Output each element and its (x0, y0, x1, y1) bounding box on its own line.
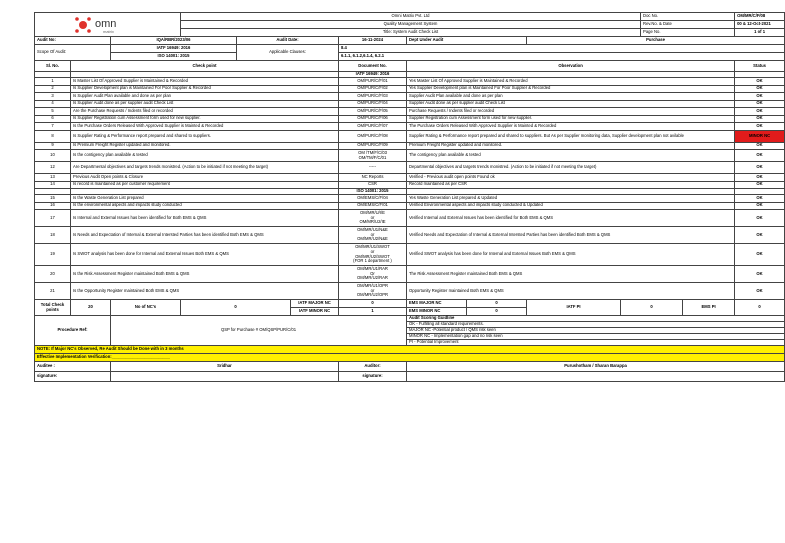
table-row (35, 195, 785, 203)
row-checkpoint: Is the Opportunity Register maintained Both EMS & QMS (71, 283, 339, 300)
row-sl: 10 (35, 150, 71, 162)
dept-label: Dept Under Audit (407, 37, 527, 45)
row-status: OK (735, 150, 785, 162)
row-sl: 1 (35, 78, 71, 86)
row-status: OK (735, 181, 785, 189)
row-sl: 8 (35, 130, 71, 142)
row-observation: Yes Waste Generation List prepared & Updated (407, 195, 735, 203)
table-row (35, 100, 785, 108)
iatf-pi-value: 0 (621, 300, 683, 316)
company-name: Omni Matrix Pvt. Ltd (181, 13, 641, 21)
table-row (35, 115, 785, 123)
row-status: OK (735, 108, 785, 116)
auditee-signature (111, 372, 339, 382)
procedure-label: Procedure Ref: (35, 316, 111, 346)
row-document: OM/MR/U1/SWOT or OM/MR/U2/SWOT (FOR 1 department ) (339, 244, 407, 266)
row-checkpoint: Is the environmental aspects and impacts study conducted (71, 202, 339, 210)
row-checkpoint: Is Premium Freight Register updated and monitored. (71, 142, 339, 150)
table-row (35, 174, 785, 182)
guideline-pi: PI - Potential Improvement (407, 340, 785, 346)
procedure-ref: QSP for Purchase # OM/QSP/PUR/C/01 (111, 316, 407, 346)
row-observation: Supplier Registration cum Assessment form used for new supplier. (407, 115, 735, 123)
system-name: Quality Management System (181, 21, 641, 29)
row-document: OM/PUR/C/F/05 (339, 108, 407, 116)
table-row (35, 85, 785, 93)
clauses-label: Applicable Clauses: (237, 45, 339, 61)
row-observation: Supplier Rating & Performance report prepared and shared to suppliers. But As per Supplier monitoring data, Supplier development plan not avilable (407, 130, 735, 142)
scope-label: Scope Of Audit: (35, 45, 111, 61)
row-status: OK (735, 266, 785, 283)
row-observation: Purchase Requests / Indents filed or recorded (407, 108, 735, 116)
row-sl: 4 (35, 100, 71, 108)
row-observation: Supplier Audit Plan available and done as per plan (407, 93, 735, 101)
row-status: OK (735, 244, 785, 266)
ems-minor-label: EMS MINOR NC (407, 308, 467, 316)
doc-no-label: Doc No. (641, 13, 735, 21)
row-sl: 3 (35, 93, 71, 101)
row-observation: Record maintained as per CSR (407, 181, 735, 189)
row-document: OM/MR/U1/N&E or OM/MR/U2/N&E (339, 227, 407, 244)
ems-pi-label: EMS PI (683, 300, 735, 316)
iatf-rows (35, 78, 785, 189)
row-sl: 9 (35, 142, 71, 150)
section-iatf: IATF 16949: 2016 (339, 72, 407, 78)
auditee-label: Auditee : (35, 362, 111, 372)
ems-major-label: EMS MAJOR NC (407, 300, 467, 308)
row-checkpoint: Is Supplier Registration cum Assessment form used for new supplier. (71, 115, 339, 123)
omni-logo-icon (73, 14, 143, 36)
row-sl: 6 (35, 115, 71, 123)
ems-minor-value: 0 (467, 308, 527, 316)
iatf-pi-label: IATF PI (527, 300, 621, 316)
auditor-name: Purushotham / Sharan Barappa (407, 362, 785, 372)
row-checkpoint: Are the Purchase Requests / Indents filed or recorded (71, 108, 339, 116)
table-row (35, 244, 785, 266)
row-sl: 18 (35, 227, 71, 244)
row-document: OM/MR/U/I/E or OM/MR/U2/IE (339, 210, 407, 227)
scope-iso: ISO 14001: 2015 (111, 53, 237, 61)
audit-date-label: Audit Date: (237, 37, 339, 45)
row-checkpoint: Is the Waste Generation List prepared (71, 195, 339, 203)
row-document: OM/PUR/C/F/01 (339, 78, 407, 86)
nc-label: No of NC's (111, 300, 181, 316)
doc-title: Title: System Audit Check List (181, 29, 641, 37)
checklist-table (34, 12, 785, 382)
row-document: OM/EMS/C/F/01 (339, 202, 407, 210)
auditor-signature-label: signature: (339, 372, 407, 382)
row-checkpoint: Is Master List Of Approved Supplier is Maintained & Recorded (71, 78, 339, 86)
logo-subtext: matrix (102, 28, 114, 34)
row-sl: 7 (35, 123, 71, 131)
row-checkpoint: Is the contigency plan available & tested (71, 150, 339, 162)
row-sl: 20 (35, 266, 71, 283)
table-row (35, 283, 785, 300)
table-row (35, 150, 785, 162)
col-header-status: Status (735, 61, 785, 72)
auditee-name: Sridhar (111, 362, 339, 372)
row-status: OK (735, 227, 785, 244)
row-sl: 17 (35, 210, 71, 227)
row-observation: Yes Supplier Development plan is Maintained For Poor Supplier & Recorded (407, 85, 735, 93)
row-document: OM/MR/U1/RAR Or OM/MR/U2/RAR (339, 266, 407, 283)
guideline-ok: OK - Fulfilling all standard requirements. (407, 322, 785, 328)
row-document: OM/PUR/C/F/02 (339, 85, 407, 93)
row-document: NC Reports (339, 174, 407, 182)
row-document: OM/PUR/C/F/07 (339, 123, 407, 131)
dept-value: Purchase (527, 37, 785, 45)
row-document: OM/EMS/C/F/04 (339, 195, 407, 203)
row-status: OK (735, 123, 785, 131)
row-sl: 2 (35, 85, 71, 93)
row-sl: 14 (35, 181, 71, 189)
total-count: 20 (71, 300, 111, 316)
iso-rows (35, 195, 785, 300)
ems-pi-value: 0 (735, 300, 785, 316)
company-logo (35, 13, 181, 37)
row-checkpoint: Is Needs and Expectation of Internal & External Intersted Parties has been identified Both EMS & QMS (71, 227, 339, 244)
table-row (35, 202, 785, 210)
guideline-minor: MINOR NC - Implementation gap and no risk seen (407, 334, 785, 340)
row-status: MINOR NC (735, 130, 785, 142)
auditor-label: Auditor: (339, 362, 407, 372)
clauses-iatf: 8.4 (339, 45, 785, 53)
row-document: OM/PUR/C/F/08 (339, 130, 407, 142)
row-checkpoint: Are Departmental objectives and targets trends monistred. (Action to be initiated if not meeting the target) (71, 162, 339, 174)
row-document: OM/PUR/C/F/04 (339, 100, 407, 108)
doc-no: OM/MR/C/F/08 (735, 13, 785, 21)
guideline-title: Audit Scoring Guidline (407, 316, 785, 322)
row-observation: Verified Internal and External Issues has been identified for Both EMS & QMS (407, 210, 735, 227)
row-sl: 5 (35, 108, 71, 116)
iatf-minor-label: IATF MINOR NC (291, 308, 339, 316)
row-observation: Verified Environmental aspects and impacts study conducted & Updated (407, 202, 735, 210)
guideline-major: MAJOR NC -Potential product / QMS risk seen (407, 328, 785, 334)
audit-date: 16-11-2024 (339, 37, 407, 45)
row-checkpoint: Is the Risk Assessment Register maintained Both EMS & QMS (71, 266, 339, 283)
audit-no: IQA/RBR/2023/06 (111, 37, 237, 45)
row-observation: Supplier Audit done as per supplier audit Check List (407, 100, 735, 108)
row-status: OK (735, 162, 785, 174)
row-status: OK (735, 85, 785, 93)
row-document: OM/PUR/C/F/03 (339, 93, 407, 101)
page-label: Page No. (641, 29, 735, 37)
scope-iatf: IATF 16949: 2016 (111, 45, 237, 53)
row-checkpoint: Previous Audit Open points & Closure (71, 174, 339, 182)
row-observation: Yes Master List Of Approved Supplier is Maintained & Recorded (407, 78, 735, 86)
row-observation: The contigency plan available & tested (407, 150, 735, 162)
col-header-observation: Observation (407, 61, 735, 72)
row-observation: Verified SWOT analysis has been done for Internal and External Issues Both EMS & QMS (407, 244, 735, 266)
page-value: 1 of 1 (735, 29, 785, 37)
row-observation: Opportunity Register maintained Both EMS & QMS (407, 283, 735, 300)
table-row (35, 93, 785, 101)
iatf-major-value: 0 (339, 300, 407, 308)
table-row (35, 181, 785, 189)
table-row (35, 142, 785, 150)
row-checkpoint: Is Supplier Audit done as per supplier audit Check List (71, 100, 339, 108)
row-status: OK (735, 78, 785, 86)
effective-verification: Effective Implementation Verification:_________________________ (35, 354, 785, 362)
table-row (35, 162, 785, 174)
section-iso: ISO 14001: 2015 (339, 189, 407, 195)
row-document: OM/PUR/C/F/06 (339, 115, 407, 123)
ems-major-value: 0 (467, 300, 527, 308)
row-checkpoint: Is SWOT analysis has been done for Internal and External Issues Both EMS & QMS (71, 244, 339, 266)
row-sl: 21 (35, 283, 71, 300)
auditor-signature (407, 372, 785, 382)
row-status: OK (735, 174, 785, 182)
row-document: OM /TM/F/C/03 OM/TM/F/C/01 (339, 150, 407, 162)
row-observation: Premium Freight Register updated and monitored. (407, 142, 735, 150)
rev-label: Rev.No. & Date (641, 21, 735, 29)
re-audit-note: NOTE: If Major NC's Observed, Re Audit Should be Done with in 3 months (35, 346, 785, 354)
table-row (35, 266, 785, 283)
row-document: OM/MR/U1/OPR or OM/MR/U2/OPR (339, 283, 407, 300)
row-document: OM/PUR/C/F/09 (339, 142, 407, 150)
row-observation: The Purchase Orders Released With Approved Supplier is Mainted & Recorded (407, 123, 735, 131)
iatf-major-label: IATF MAJOR NC (291, 300, 339, 308)
col-header-sl: Sl. No. (35, 61, 71, 72)
row-document: ----- (339, 162, 407, 174)
row-sl: 19 (35, 244, 71, 266)
row-sl: 15 (35, 195, 71, 203)
row-status: OK (735, 195, 785, 203)
row-status: OK (735, 202, 785, 210)
row-observation: Verified - Previous audit open points Found ok (407, 174, 735, 182)
table-row (35, 123, 785, 131)
row-checkpoint: Is Supplier Rating & Performance report prepared and shared to suppliers. (71, 130, 339, 142)
row-checkpoint: Is Supplier Audit Plan available and done as per plan (71, 93, 339, 101)
audit-checklist-sheet (34, 12, 771, 382)
table-row (35, 130, 785, 142)
auditee-signature-label: signature: (35, 372, 111, 382)
row-status: OK (735, 210, 785, 227)
table-row (35, 78, 785, 86)
logo-wordmark: omn (94, 17, 116, 30)
total-label: Total Check points (35, 300, 71, 316)
row-sl: 12 (35, 162, 71, 174)
row-checkpoint: Is the Purchase Orders Released With Approved Supplier is Mainted & Recorded (71, 123, 339, 131)
table-row (35, 210, 785, 227)
row-checkpoint: Is Supplier Development plan is Maintained For Poor Supplier & Recorded (71, 85, 339, 93)
rev-value: 00 & 12-Oct-2021 (735, 21, 785, 29)
row-observation: The Risk Assessment Register maintained Both EMS & QMS (407, 266, 735, 283)
nc-count: 0 (181, 300, 291, 316)
iatf-minor-value: 1 (339, 308, 407, 316)
row-checkpoint: Is Internal and External Issues has been identified for Both EMS & QMS (71, 210, 339, 227)
row-observation: Verified Needs and Expectation of Internal & External Intersted Parties has been identified Both EMS & QMS (407, 227, 735, 244)
row-observation: Departmental objectives and targets trends monistred. (Action to be initiated if not meeting the target) (407, 162, 735, 174)
clauses-iso: 6.1.1, 6.1.2,6.1.4, 6.2.1 (339, 53, 785, 61)
row-document: CSR (339, 181, 407, 189)
row-status: OK (735, 283, 785, 300)
row-status: OK (735, 115, 785, 123)
col-header-check: Check point (71, 61, 339, 72)
row-sl: 13 (35, 174, 71, 182)
col-header-doc: Document No. (339, 61, 407, 72)
audit-no-label: Audit No: (35, 37, 111, 45)
table-row (35, 108, 785, 116)
row-status: OK (735, 142, 785, 150)
row-checkpoint: Is record is maintained as per customer requirement (71, 181, 339, 189)
row-status: OK (735, 93, 785, 101)
row-sl: 16 (35, 202, 71, 210)
table-row (35, 227, 785, 244)
row-status: OK (735, 100, 785, 108)
